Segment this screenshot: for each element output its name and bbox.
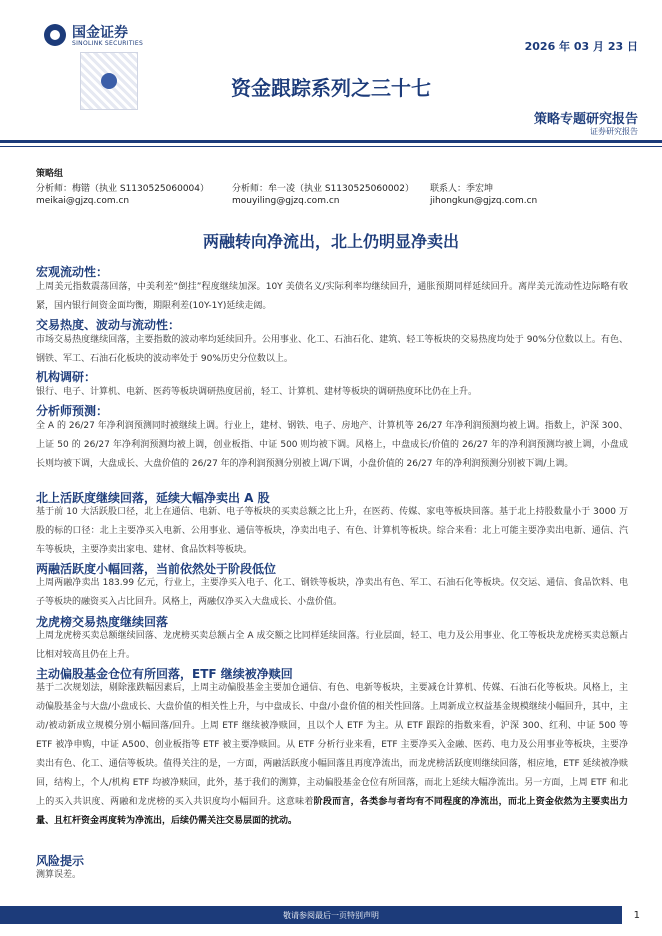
section-text-body: 基于二次规划法，剔除涨跌幅因素后，上周主动偏股基金主要加仓通信、有色、电新等板块，主要减仓计算机、传媒、石油石化等板块。风格上，主动偏股基金与大盘/小盘成长、大盘价值的相关性上升，与中盘成长、中盘/小盘价值的相关性回落。上周新成立权益基金规模继续小幅回升，其中，主动/被动新成立规模分别小幅回落/回升。上周 ETF 继续被净赎回，且以个人 ETF 为主。从 ETF 跟踪的指数来看，沪深 300、红利、中证 500 等 ETF 被净申购，中证 A500、创业板指等 ETF 被主要净赎回。从 ETF 分析行业来看，ETF 主要净买入金融、医药、电力及公用事业等板块，主要净卖出有色、化工、通信等板块。值得关注的是，一方面，两融活跃度小幅回落且再度净流出，而龙虎榜活跃度则继续回落，相应地，ETF 延续被净赎回，结构上，个人/机构 ETF 均被净赎回，此外，基于我们的测算，主动偏股基金仓位有所回落，而北上延续大幅净流出。另一方面，上周 ETF 和北上的买入共识度、两融和龙虎榜的买入共识度均小幅回升。这意味着 <box>36 683 628 807</box>
section-text: 上周美元指数震荡回落，中美利差“倒挂”程度继续加深。10Y 美债名义/实际利率均继续回升，通胀预期同样延续回升。离岸美元流动性边际略有收紧，国内银行间资金面均衡，期限利差(10Y-1Y)延续走阔。 <box>36 282 628 311</box>
section-heading: 北上活跃度继续回落，延续大幅净卖出 A 股 <box>36 491 270 505</box>
section-text: 测算误差。 <box>36 870 82 880</box>
section-text-emphasis: 阶段而言，各类参与者均有不同程度的净流出，而北上资金依然为主要卖出力量、且杠杆资金再度转为净流出，后续仍需关注交易层面的扰动。 <box>36 797 628 826</box>
report-type: 策略专题研究报告 <box>533 112 638 127</box>
section-heading: 交易热度、波动与流动性： <box>36 318 181 332</box>
logo-en: SINOLINK SECURITIES <box>72 40 144 47</box>
author-1-email: meikai@gjzq.com.cn <box>36 196 130 206</box>
section-heading: 风险提示 <box>36 854 85 868</box>
author-2-email: mouyiling@gjzq.com.cn <box>232 196 340 206</box>
author-3-email: jihongkun@gjzq.com.cn <box>430 196 538 206</box>
section-text <box>36 679 628 831</box>
section-text: 上周两融净卖出 183.99 亿元，行业上，主要净买入电子、化工、钢铁等板块，净卖出有色、军工、石油石化等板块。仅交运、通信、食品饮料、电子等板块的融资买入占比回升。风格上，两融仅净买入大盘成长、小盘价值。 <box>36 578 628 607</box>
footer-disclaimer: 敬请参阅最后一页特别声明 <box>283 911 379 920</box>
report-title: 资金跟踪系列之三十七 <box>231 76 431 100</box>
report-date: 2026 年 03 月 23 日 <box>524 40 638 53</box>
author-3: 联系人：季宏坤 <box>430 184 494 194</box>
section-text: 银行、电子、计算机、电新、医药等板块调研热度居前，轻工、计算机、建材等板块的调研热度环比仍在上升。 <box>36 387 478 397</box>
section-text: 市场交易热度继续回落，主要指数的波动率均延续回升。公用事业、化工、石油石化、建筑、轻工等板块的交易热度均处于 90%分位数以上。有色、钢铁、军工、石油石化板块的波动率处于 90%历史分位数以上。 <box>36 335 628 364</box>
report-subtype: 证券研究报告 <box>590 127 638 136</box>
section-text: 全 A 的 26/27 年净利润预测同时被继续上调。行业上，建材、钢铁、电子、房地产、计算机等 26/27 年净利润预测均被上调。指数上，沪深 300、上证 50 的 26/27 年净利润预测均被上调，创业板指、中证 500 则均被下调。风格上，中盘成长/价值的 26/27 年的净利润预测均被上调，小盘成长则均被下调，大盘成长、大盘价值的 26/27 年的净利润预测分别被上调/下调，小盘价值的 26/27 年的净利润预测分别被下调/上调。 <box>36 421 628 469</box>
section-text: 基于前 10 大活跃股口径，北上在通信、电新、电子等板块的买卖总额之比上升，在医药、传媒、家电等板块回落。基于北上持股数量小于 3000 万股的标的口径：北上主要净买入电新、公用事业、通信等板块，净卖出电子、有色、计算机等板块。综合来看：北上可能主要净卖出电新、通信、汽车等板块，主要净卖出家电、建材、食品饮料等板块。 <box>36 507 628 555</box>
section-heading: 主动偏股基金仓位有所回落，ETF 继续被净赎回 <box>36 667 293 681</box>
author-group: 策略组 <box>36 169 64 179</box>
section-text: 上周龙虎榜买卖总额继续回落、龙虎榜买卖总额占全 A 成交额之比同样延续回落。行业层面，轻工、电力及公用事业、化工等板块龙虎榜买卖总额占比相对较高且仍在上升。 <box>36 631 628 660</box>
author-1: 分析师：梅锴（执业 S1130525060004） <box>36 184 210 194</box>
author-2: 分析师：牟一凌（执业 S1130525060002） <box>232 184 415 194</box>
section-heading: 两融活跃度小幅回落，当前依然处于阶段低位 <box>36 562 277 576</box>
company-logo <box>44 22 164 52</box>
header-divider-thin <box>0 146 662 147</box>
page-number: 1 <box>633 910 640 921</box>
section-heading: 分析师预测： <box>36 404 109 418</box>
section-heading: 龙虎榜交易热度继续回落 <box>36 615 169 629</box>
header-divider <box>0 140 662 143</box>
section-heading: 机构调研： <box>36 370 97 384</box>
logo-icon <box>44 24 66 46</box>
logo-cn: 国金证券 <box>72 25 128 41</box>
section-heading: 宏观流动性： <box>36 265 109 279</box>
headline: 两融转向净流出，北上仍明显净卖出 <box>202 232 459 251</box>
